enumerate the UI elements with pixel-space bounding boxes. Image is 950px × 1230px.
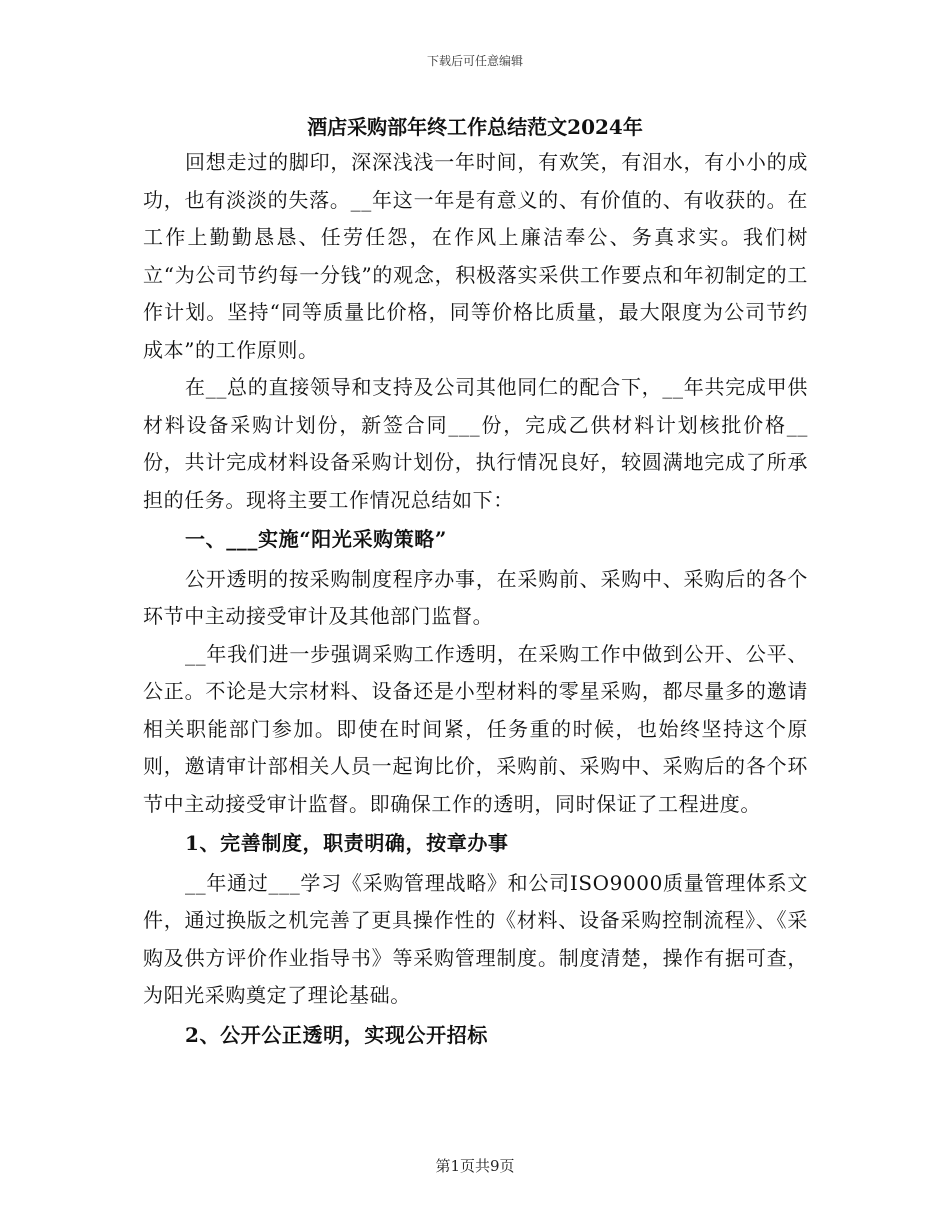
paragraph: 公开透明的按采购制度程序办事，在采购前、采购中、采购后的各个环节中主动接受审计及其他部门监督。 (143, 566, 808, 628)
paragraph: 回想走过的脚印，深深浅浅一年时间，有欢笑，有泪水，有小小的成功，也有淡淡的失落。__年这一年是有意义的、有价值的、有收获的。在工作上勤勤恳恳、任劳任怨，在作风上廉洁奉公、务真求实。我们树立“为公司节约每一分钱”的观念，积极落实采供工作要点和年初制定的工作计划。坚持“同等质量比价格，同等价格比质量，最大限度为公司节约成本”的工作原则。 (143, 150, 808, 362)
paragraph: 在__总的直接领导和支持及公司其他同仁的配合下，__年共完成甲供材料设备采购计划份，新签合同___份，完成乙供材料计划核批价格__份，共计完成材料设备采购计划份，执行情况良好，较圆满地完成了所承担的任务。现将主要工作情况总结如下： (143, 375, 808, 512)
page-footer: 第1页共9页 (435, 1157, 515, 1175)
section-heading: 一、___实施“阳光采购策略” (185, 527, 448, 551)
paragraph: __年我们进一步强调采购工作透明，在采购工作中做到公开、公平、公正。不论是大宗材料、设备还是小型材料的零星采购，都尽量多的邀请相关职能部门参加。即使在时间紧，任务重的时候，也始终坚持这个原则，邀请审计部相关人员一起询比价，采购前、采购中、采购后的各个环节中主动接受审计监督。即确保工作的透明，同时保证了工程进度。 (143, 641, 808, 816)
paragraph: __年通过___学习《采购管理战略》和公司ISO9000质量管理体系文件，通过换版之机完善了更具操作性的《材料、设备采购控制流程》、《采购及供方评价作业指导书》等采购管理制度。制度清楚，操作有据可查，为阳光采购奠定了理论基础。 (143, 870, 808, 1007)
subsection-heading: 2、公开公正透明，实现公开招标 (185, 1022, 488, 1047)
document-body (143, 144, 808, 1056)
subsection-heading: 1、完善制度，职责明确，按章办事 (185, 831, 509, 855)
page-header: 下载后可任意编辑 (426, 54, 523, 68)
document-title: 酒店采购部年终工作总结范文2024年 (307, 115, 643, 139)
